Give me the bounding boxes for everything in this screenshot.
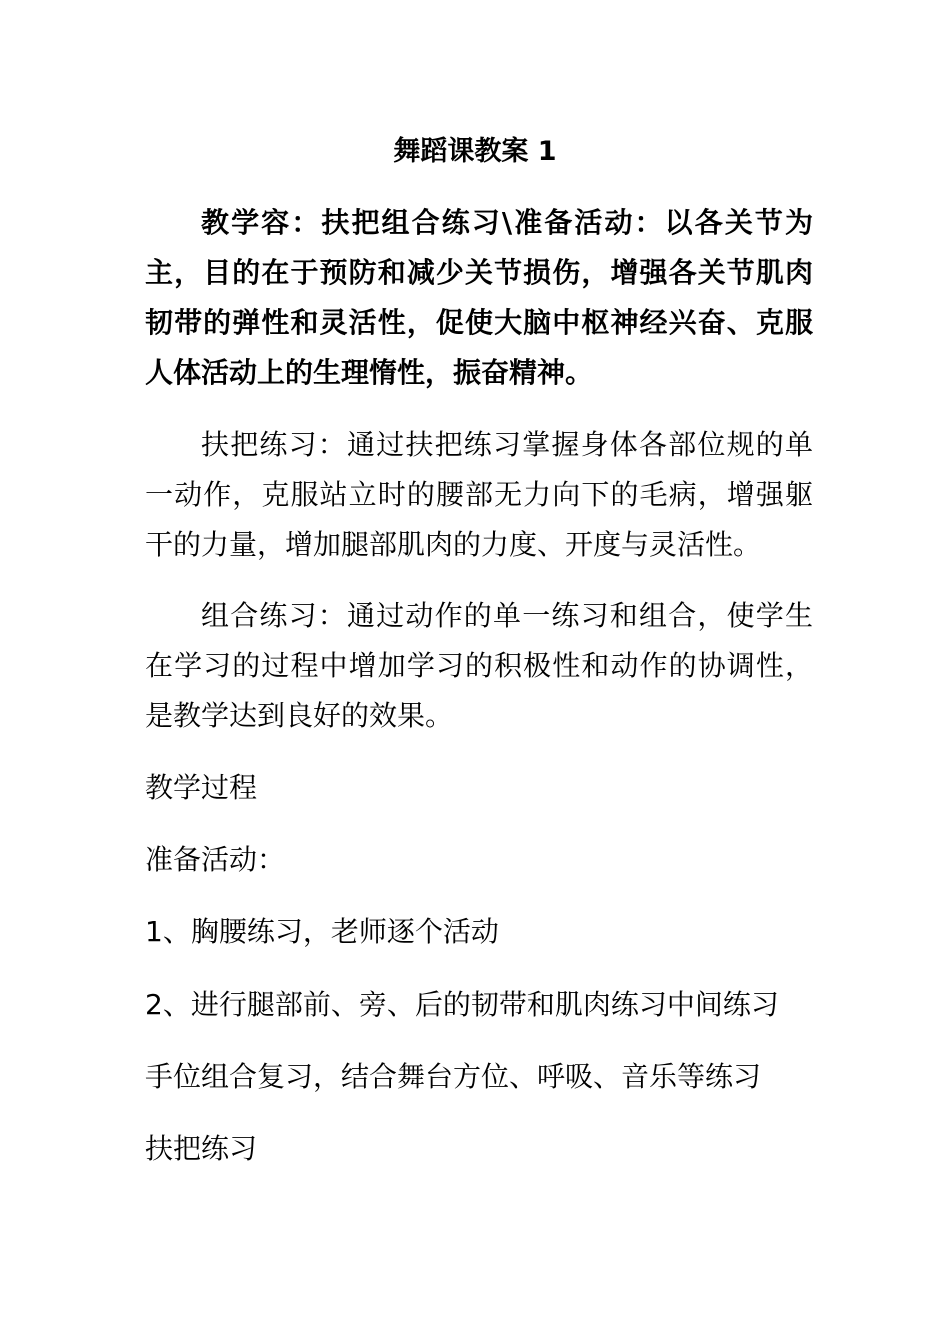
warmup-heading: 准备活动：: [145, 843, 286, 876]
list-item: 1、胸腰练习，老师逐个活动: [145, 915, 499, 948]
teaching-content-paragraph: 教学容：扶把组合练习\准备活动：以各关节为主，目的在于预防和减少关节损伤，增强各关节肌肉韧带的弹性和灵活性，促使大脑中枢神经兴奋、克服人体活动上的生理惰性，振奋精神。: [145, 206, 813, 389]
list-item: 2、进行腿部前、旁、后的韧带和肌肉练习中间练习: [145, 988, 779, 1021]
hand-position-line: 手位组合复习，结合舞台方位、呼吸、音乐等练习: [145, 1060, 762, 1093]
document-title: 舞蹈课教案 1: [393, 136, 557, 167]
barre-practice-heading: 扶把练习: [145, 1132, 258, 1165]
teaching-process-heading: 教学过程: [145, 771, 258, 804]
combination-practice-paragraph: 组合练习：通过动作的单一练习和组合，使学生在学习的过程中增加学习的积极性和动作的协调性，是教学达到良好的效果。: [145, 599, 813, 732]
barre-practice-paragraph: 扶把练习：通过扶把练习掌握身体各部位规的单一动作，克服站立时的腰部无力向下的毛病，增强躯干的力量，增加腿部肌肉的力度、开度与灵活性。: [145, 428, 813, 561]
